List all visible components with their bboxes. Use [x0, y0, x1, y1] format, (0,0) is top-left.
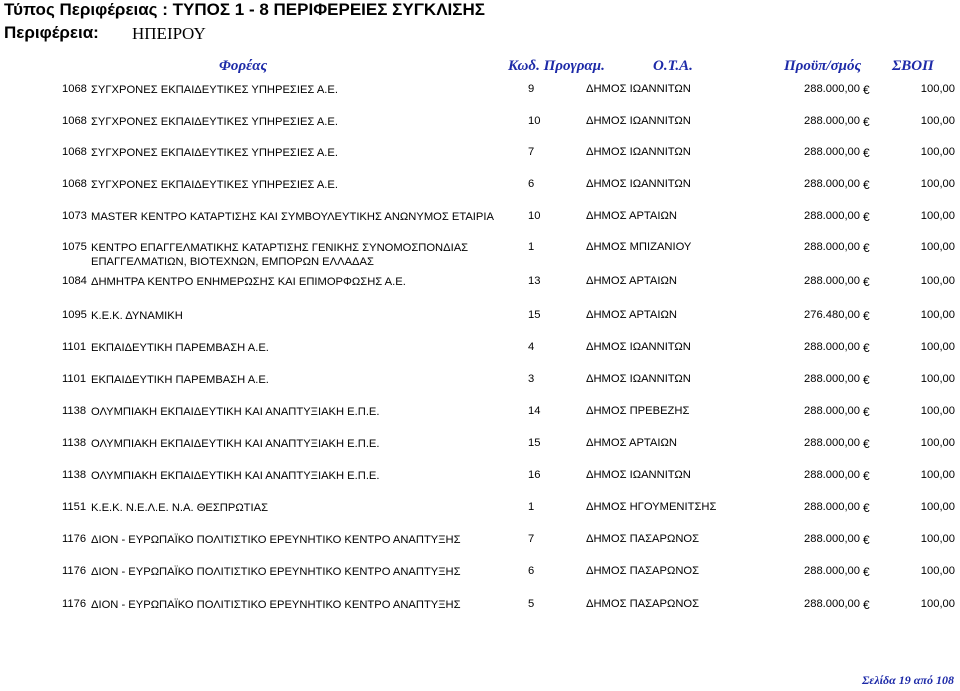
row-municipality: ΔΗΜΟΣ ΑΡΤΑΙΩΝ — [586, 437, 677, 449]
row-municipality: ΔΗΜΟΣ ΙΩΑΝΝΙΤΩΝ — [586, 341, 691, 353]
row-budget: 288.000,00 — [804, 501, 860, 513]
row-provider-name: ΣΥΓΧΡΟΝΕΣ ΕΚΠΑΙΔΕΥΤΙΚΕΣ ΥΠΗΡΕΣΙΕΣ Α.Ε. — [91, 84, 338, 96]
row-program-code: 1 — [528, 501, 535, 513]
row-provider-name: ΔΗΜΗΤΡΑ ΚΕΝΤΡΟ ΕΝΗΜΕΡΩΣΗΣ ΚΑΙ ΕΠΙΜΟΡΦΩΣΗΣ Α.Ε. — [91, 276, 406, 288]
euro-icon: € — [863, 210, 870, 224]
row-provider-name: ΔΙΟΝ - ΕΥΡΩΠΑΪΚΟ ΠΟΛΙΤΙΣΤΙΚΟ ΕΡΕΥΝΗΤΙΚΟ ΚΕΝΤΡΟ ΑΝΑΠΤΥΞΗΣ — [91, 534, 461, 546]
euro-icon: € — [863, 115, 870, 129]
row-sbop: 100,00 — [920, 437, 955, 449]
row-code: 1068 — [62, 115, 87, 127]
header-forea: Φορέας — [219, 58, 268, 74]
row-budget: 288.000,00 — [804, 115, 860, 127]
euro-icon: € — [863, 341, 870, 355]
row-budget: 288.000,00 — [804, 178, 860, 190]
row-provider-name: Κ.Ε.Κ. ΔΥΝΑΜΙΚΗ — [91, 310, 183, 322]
row-sbop: 100,00 — [920, 210, 955, 222]
row-program-code: 3 — [528, 373, 535, 385]
row-municipality: ΔΗΜΟΣ ΠΡΕΒΕΖΗΣ — [586, 405, 690, 417]
euro-icon: € — [863, 178, 870, 192]
row-budget: 288.000,00 — [804, 241, 860, 253]
row-provider-name: ΟΛΥΜΠΙΑΚΗ ΕΚΠΑΙΔΕΥΤΙΚΗ ΚΑΙ ΑΝΑΠΤΥΞΙΑΚΗ Ε.Π.Ε. — [91, 470, 380, 482]
row-sbop: 100,00 — [920, 83, 955, 95]
header-ota: Ο.Τ.Α. — [653, 58, 693, 74]
row-budget: 288.000,00 — [804, 405, 860, 417]
row-budget: 288.000,00 — [804, 437, 860, 449]
header-budget: Προϋπ/σμός — [784, 58, 862, 74]
row-code: 1176 — [62, 598, 87, 610]
row-sbop: 100,00 — [920, 373, 955, 385]
region-value: ΗΠΕΙΡΟΥ — [132, 24, 206, 43]
header-sbop: ΣΒΟΠ — [892, 58, 934, 74]
row-program-code: 15 — [528, 437, 541, 449]
row-sbop: 100,00 — [920, 405, 955, 417]
row-budget: 288.000,00 — [804, 146, 860, 158]
euro-icon: € — [863, 309, 870, 323]
row-municipality: ΔΗΜΟΣ ΜΠΙΖΑΝΙΟΥ — [586, 241, 692, 253]
row-provider-name: ΔΙΟΝ - ΕΥΡΩΠΑΪΚΟ ΠΟΛΙΤΙΣΤΙΚΟ ΕΡΕΥΝΗΤΙΚΟ ΚΕΝΤΡΟ ΑΝΑΠΤΥΞΗΣ — [91, 599, 461, 611]
row-sbop: 100,00 — [920, 275, 955, 287]
row-code: 1095 — [62, 309, 87, 321]
report-title: Τύπος Περιφέρειας : ΤΥΠΟΣ 1 - 8 ΠΕΡΙΦΕΡΕΙΕΣ ΣΥΓΚΛΙΣΗΣ — [4, 0, 485, 19]
row-municipality: ΔΗΜΟΣ ΑΡΤΑΙΩΝ — [586, 275, 677, 287]
header-kod-program: Κωδ. Προγραμ. — [508, 58, 605, 74]
row-municipality: ΔΗΜΟΣ ΠΑΣΑΡΩΝΟΣ — [586, 533, 700, 545]
row-sbop: 100,00 — [920, 341, 955, 353]
euro-icon: € — [863, 565, 870, 579]
row-municipality: ΔΗΜΟΣ ΙΩΑΝΝΙΤΩΝ — [586, 83, 691, 95]
row-code: 1073 — [62, 210, 87, 222]
row-sbop: 100,00 — [920, 565, 955, 577]
row-sbop: 100,00 — [920, 501, 955, 513]
row-program-code: 1 — [528, 241, 535, 253]
euro-icon: € — [863, 373, 870, 387]
row-program-code: 6 — [528, 178, 535, 190]
row-program-code: 15 — [528, 309, 541, 321]
row-program-code: 5 — [528, 598, 535, 610]
row-municipality: ΔΗΜΟΣ ΙΩΑΝΝΙΤΩΝ — [586, 178, 691, 190]
row-budget: 276.480,00 — [804, 309, 860, 321]
row-budget: 288.000,00 — [804, 83, 860, 95]
row-code: 1176 — [62, 565, 87, 577]
euro-icon: € — [863, 469, 870, 483]
row-code: 1068 — [62, 83, 87, 95]
row-program-code: 6 — [528, 565, 535, 577]
row-municipality: ΔΗΜΟΣ ΠΑΣΑΡΩΝΟΣ — [586, 598, 700, 610]
euro-icon: € — [863, 501, 870, 515]
row-code: 1138 — [62, 437, 87, 449]
row-sbop: 100,00 — [920, 469, 955, 481]
row-sbop: 100,00 — [920, 309, 955, 321]
euro-icon: € — [863, 437, 870, 451]
row-municipality: ΔΗΜΟΣ ΑΡΤΑΙΩΝ — [586, 309, 677, 321]
row-budget: 288.000,00 — [804, 373, 860, 385]
row-code: 1101 — [62, 341, 87, 353]
row-sbop: 100,00 — [920, 178, 955, 190]
euro-icon: € — [863, 241, 870, 255]
row-program-code: 4 — [528, 341, 535, 353]
row-program-code: 7 — [528, 533, 535, 545]
euro-icon: € — [863, 598, 870, 612]
row-sbop: 100,00 — [920, 598, 955, 610]
row-municipality: ΔΗΜΟΣ ΙΩΑΝΝΙΤΩΝ — [586, 469, 691, 481]
row-code: 1084 — [62, 275, 87, 287]
row-provider-name: ΣΥΓΧΡΟΝΕΣ ΕΚΠΑΙΔΕΥΤΙΚΕΣ ΥΠΗΡΕΣΙΕΣ Α.Ε. — [91, 116, 338, 128]
row-budget: 288.000,00 — [804, 341, 860, 353]
row-code: 1101 — [62, 373, 87, 385]
row-program-code: 14 — [528, 405, 541, 417]
row-provider-name: ΣΥΓΧΡΟΝΕΣ ΕΚΠΑΙΔΕΥΤΙΚΕΣ ΥΠΗΡΕΣΙΕΣ Α.Ε. — [91, 179, 338, 191]
row-program-code: 10 — [528, 210, 541, 222]
row-municipality: ΔΗΜΟΣ ΗΓΟΥΜΕΝΙΤΣΗΣ — [586, 501, 717, 513]
row-municipality: ΔΗΜΟΣ ΑΡΤΑΙΩΝ — [586, 210, 677, 222]
row-program-code: 10 — [528, 115, 541, 127]
page-footer: Σελίδα 19 από 108 — [862, 673, 954, 687]
row-municipality: ΔΗΜΟΣ ΙΩΑΝΝΙΤΩΝ — [586, 373, 691, 385]
row-municipality: ΔΗΜΟΣ ΙΩΑΝΝΙΤΩΝ — [586, 146, 691, 158]
row-code: 1151 — [62, 501, 87, 513]
row-budget: 288.000,00 — [804, 275, 860, 287]
row-budget: 288.000,00 — [804, 210, 860, 222]
row-budget: 288.000,00 — [804, 469, 860, 481]
row-code: 1068 — [62, 178, 87, 190]
row-code: 1075 — [62, 241, 87, 253]
row-provider-name: ΟΛΥΜΠΙΑΚΗ ΕΚΠΑΙΔΕΥΤΙΚΗ ΚΑΙ ΑΝΑΠΤΥΞΙΑΚΗ Ε.Π.Ε. — [91, 406, 380, 418]
row-provider-name: ΔΙΟΝ - ΕΥΡΩΠΑΪΚΟ ΠΟΛΙΤΙΣΤΙΚΟ ΕΡΕΥΝΗΤΙΚΟ ΚΕΝΤΡΟ ΑΝΑΠΤΥΞΗΣ — [91, 566, 461, 578]
euro-icon: € — [863, 533, 870, 547]
row-sbop: 100,00 — [920, 115, 955, 127]
row-code: 1176 — [62, 533, 87, 545]
euro-icon: € — [863, 83, 870, 97]
row-budget: 288.000,00 — [804, 598, 860, 610]
row-sbop: 100,00 — [920, 241, 955, 253]
row-program-code: 13 — [528, 275, 541, 287]
row-provider-name: ΕΚΠΑΙΔΕΥΤΙΚΗ ΠΑΡΕΜΒΑΣΗ Α.Ε. — [91, 342, 269, 354]
row-code: 1138 — [62, 405, 87, 417]
row-provider-name: Κ.Ε.Κ. Ν.Ε.Λ.Ε. Ν.Α. ΘΕΣΠΡΩΤΙΑΣ — [91, 502, 269, 514]
row-budget: 288.000,00 — [804, 565, 860, 577]
euro-icon: € — [863, 405, 870, 419]
row-budget: 288.000,00 — [804, 533, 860, 545]
euro-icon: € — [863, 146, 870, 160]
row-provider-name: MASTER ΚΕΝΤΡΟ ΚΑΤΑΡΤΙΣΗΣ ΚΑΙ ΣΥΜΒΟΥΛΕΥΤΙΚΗΣ ΑΝΩΝΥΜΟΣ ΕΤΑΙΡΙΑ — [91, 211, 494, 223]
row-provider-name: ΟΛΥΜΠΙΑΚΗ ΕΚΠΑΙΔΕΥΤΙΚΗ ΚΑΙ ΑΝΑΠΤΥΞΙΑΚΗ Ε.Π.Ε. — [91, 438, 380, 450]
row-provider-name: ΕΚΠΑΙΔΕΥΤΙΚΗ ΠΑΡΕΜΒΑΣΗ Α.Ε. — [91, 374, 269, 386]
row-program-code: 7 — [528, 146, 535, 158]
row-provider-name: ΣΥΓΧΡΟΝΕΣ ΕΚΠΑΙΔΕΥΤΙΚΕΣ ΥΠΗΡΕΣΙΕΣ Α.Ε. — [91, 147, 338, 159]
row-program-code: 16 — [528, 469, 541, 481]
row-sbop: 100,00 — [920, 533, 955, 545]
row-municipality: ΔΗΜΟΣ ΙΩΑΝΝΙΤΩΝ — [586, 115, 691, 127]
row-code: 1138 — [62, 469, 87, 481]
euro-icon: € — [863, 275, 870, 289]
region-label: Περιφέρεια: — [4, 23, 99, 42]
row-sbop: 100,00 — [920, 146, 955, 158]
row-program-code: 9 — [528, 83, 535, 95]
row-code: 1068 — [62, 146, 87, 158]
row-provider-name: ΚΕΝΤΡΟ ΕΠΑΓΓΕΛΜΑΤΙΚΗΣ ΚΑΤΑΡΤΙΣΗΣ ΓΕΝΙΚΗΣ ΣΥΝΟΜΟΣΠΟΝΔΙΑΣ ΕΠΑΓΓΕΛΜΑΤΙΩΝ, ΒΙΟΤΕΧΝΩΝ, ΕΜΠΟΡΩΝ ΕΛΛΑΔΑΣ — [91, 242, 469, 268]
row-municipality: ΔΗΜΟΣ ΠΑΣΑΡΩΝΟΣ — [586, 565, 700, 577]
